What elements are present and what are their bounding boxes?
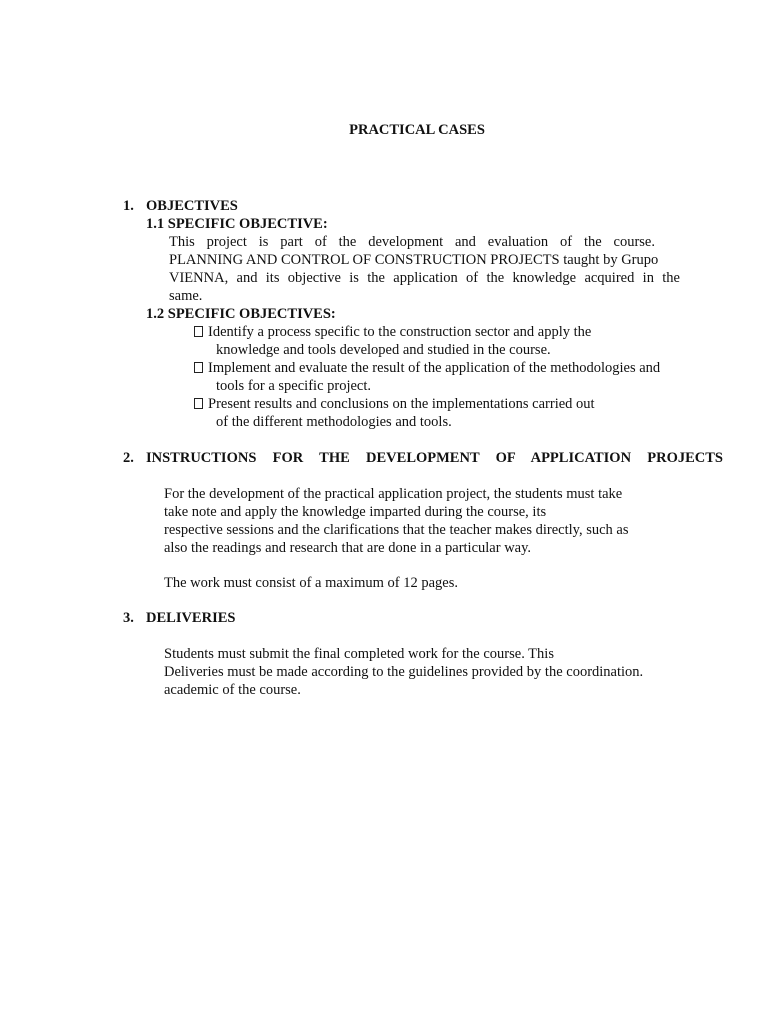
bullet-item xyxy=(194,359,660,377)
checkbox-bullet-icon xyxy=(194,362,203,373)
objective-paragraph-line: VIENNA, and its objective is the application of the knowledge acquired in the xyxy=(169,270,680,286)
section-3-heading: DELIVERIES xyxy=(146,610,236,626)
page-title: PRACTICAL CASES xyxy=(349,122,485,138)
objective-paragraph-line: PLANNING AND CONTROL OF CONSTRUCTION PROJECTS taught by Grupo xyxy=(169,252,659,268)
deliveries-paragraph-line: Deliveries must be made according to the guidelines provided by the coordination. xyxy=(164,664,644,680)
section-1-number: 1. xyxy=(123,198,134,214)
bullet-continuation: of the different methodologies and tools. xyxy=(216,414,452,430)
bullet-text: Identify a process specific to the construction sector and apply the xyxy=(208,324,592,340)
page-limit-note: The work must consist of a maximum of 12 pages. xyxy=(164,575,458,591)
instructions-paragraph-line: respective sessions and the clarifications that the teacher makes directly, such as xyxy=(164,522,629,538)
objective-paragraph-line: same. xyxy=(169,288,203,304)
checkbox-bullet-icon xyxy=(194,326,203,337)
objective-paragraph-line: This project is part of the development and evaluation of the course. xyxy=(169,234,655,250)
bullet-item xyxy=(194,323,591,341)
subsection-1-1-heading: 1.1 SPECIFIC OBJECTIVE: xyxy=(146,216,328,232)
bullet-text: Implement and evaluate the result of the application of the methodologies and xyxy=(208,360,661,376)
instructions-paragraph-line: take note and apply the knowledge imparted during the course, its xyxy=(164,504,547,520)
section-2-number: 2. xyxy=(123,450,134,466)
section-3-number: 3. xyxy=(123,610,134,626)
section-1-heading: OBJECTIVES xyxy=(146,198,238,214)
instructions-paragraph-line: also the readings and research that are done in a particular way. xyxy=(164,540,532,556)
deliveries-paragraph-line: Students must submit the final completed work for the course. This xyxy=(164,646,554,662)
bullet-continuation: tools for a specific project. xyxy=(216,378,372,394)
checkbox-bullet-icon xyxy=(194,398,203,409)
instructions-paragraph-line: For the development of the practical application project, the students must take xyxy=(164,486,623,502)
section-2-heading: INSTRUCTIONS FOR THE DEVELOPMENT OF APPLICATION PROJECTS xyxy=(146,450,723,466)
subsection-1-2-heading: 1.2 SPECIFIC OBJECTIVES: xyxy=(146,306,336,322)
bullet-text: Present results and conclusions on the implementations carried out xyxy=(208,396,595,412)
deliveries-paragraph-line: academic of the course. xyxy=(164,682,301,698)
bullet-continuation: knowledge and tools developed and studied in the course. xyxy=(216,342,551,358)
bullet-item xyxy=(194,395,595,413)
